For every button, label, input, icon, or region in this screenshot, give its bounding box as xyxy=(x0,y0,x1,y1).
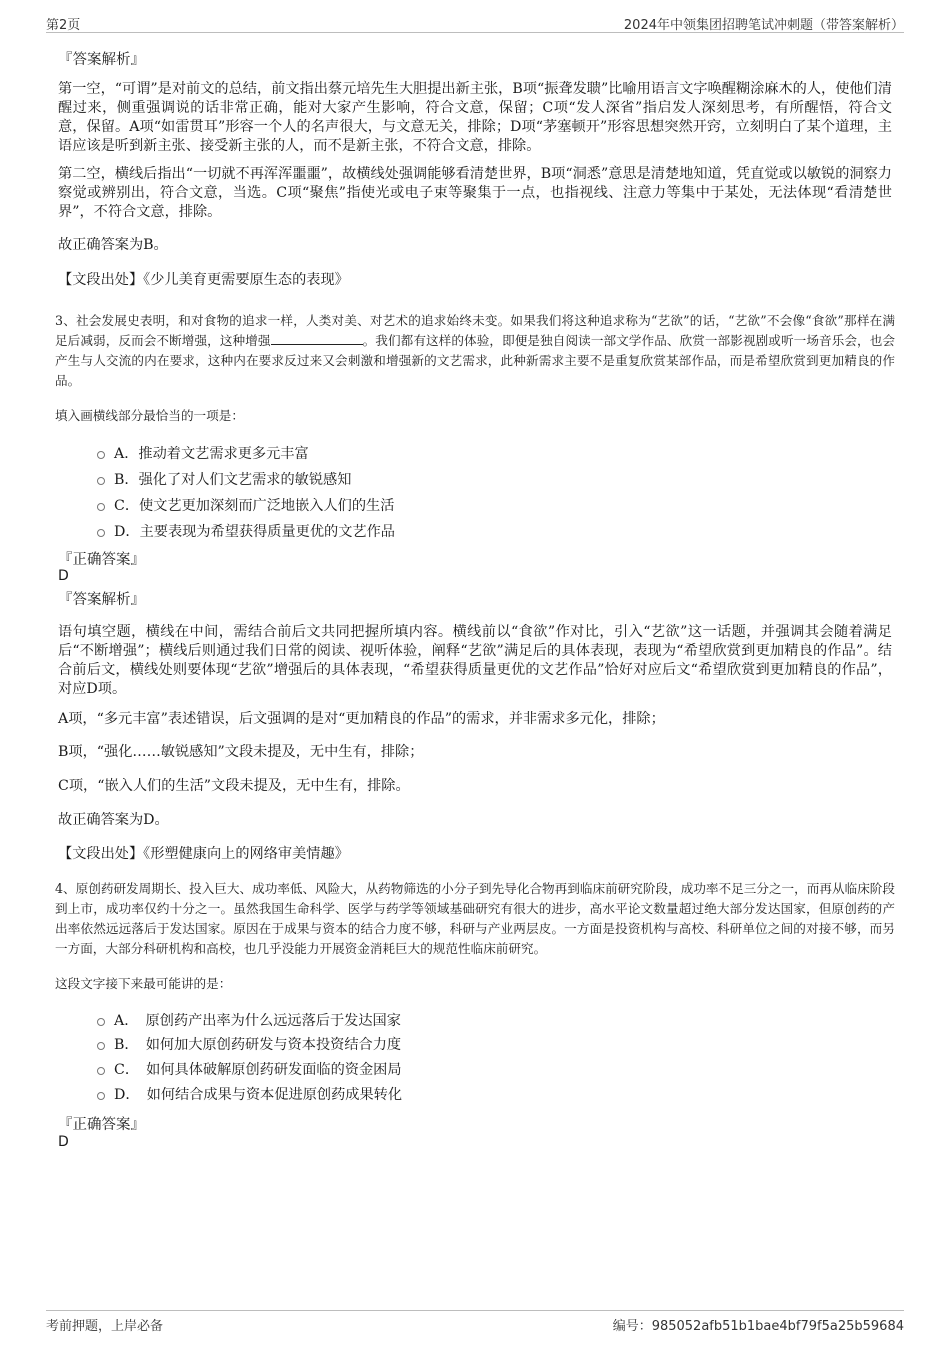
question-prompt: 这段文字接下来最可能讲的是： xyxy=(55,976,232,991)
analysis-label: 『答案解析』 xyxy=(58,52,145,68)
analysis-paragraph: 语句填空题，横线在中间，需结合前后文共同把握所填内容。横线前以“食欲”作对比，引入“艺欲”这一话题，并强调其会随着满足后“不断增强”；横线后则通过我们日常的阅读、视听体验，阐释“艺欲”满足后的具体表现，表现为“希望欣赏到更加精良的作品”。结合前后文，横线处则要体现“艺欲”增强后的具体表现，“希望获得质量更优的文艺作品”恰好对应后文“希望欣赏到更加精良的作品”，对应D项。 xyxy=(58,624,892,697)
question-stem: 4、原创药研发周期长、投入巨大、成功率低、风险大，从药物筛选的小分子到先导化合物再到临床前研究阶段，成功率不足三分之一，而再从临床阶段到上市，成功率仅约十分之一。虽然我国生命科学、医学与药学等领域基础研究有很大的进步，高水平论文数量超过绝大部分发达国家，但原创药的产出率依然远远落后于发达国家。原因在于成果与资本的结合力度不够，科研与产业两层皮。一方面是投资机构与高校、科研单位之间的对接不够，而另一方面，大部分科研机构和高校，也几乎没能力开展资金消耗巨大的规范性临床前研究。 xyxy=(55,881,895,956)
correct-answer: D xyxy=(58,568,69,584)
radio-icon[interactable] xyxy=(97,1042,105,1050)
conclusion: 故正确答案为B。 xyxy=(58,237,168,253)
radio-icon[interactable] xyxy=(97,451,105,459)
page-header xyxy=(46,12,904,33)
footer-slogan: 考前押题，上岸必备 xyxy=(46,1319,164,1334)
document-id: 编号：985052afb51b1bae4bf79f5a25b59684 xyxy=(612,1319,904,1334)
correct-answer-label: 『正确答案』 xyxy=(58,552,145,568)
radio-icon[interactable] xyxy=(97,503,105,511)
source-citation: 【文段出处】《少儿美育更需要原生态的表现》 xyxy=(58,272,349,288)
question-stem: 3、社会发展史表明，和对食物的追求一样，人类对美、对艺术的追求始终未变。如果我们将这种追求称为“艺欲”的话，“艺欲”不会像“食欲”那样在满足后减弱，反而会不断增强，这种增强 。我们都有这样的体验，即便是独自阅读一部文学作品、欣赏一部影视剧或听一场音乐会，也会产生与人交流的内在要求，这种内在要求反过来又会刺激和增强新的文艺需求，此种新需求主要不是重复欣赏某部作品，而是希望欣赏到更加精良的作品。 xyxy=(55,313,896,388)
document-title: 2024年中领集团招聘笔试冲刺题（带答案解析） xyxy=(623,18,904,33)
radio-icon[interactable] xyxy=(97,1018,105,1026)
analysis-label: 『答案解析』 xyxy=(58,592,145,608)
correct-answer: D xyxy=(58,1134,69,1150)
radio-icon[interactable] xyxy=(97,529,105,537)
fill-blank xyxy=(271,332,363,345)
analysis-paragraph: 第二空，横线后指出“一切就不再浑浑噩噩”，故横线处强调能够看清楚世界，B项“洞悉”意思是清楚地知道，凭直觉或以敏锐的洞察力察觉或辨别出，符合文意，当选。C项“聚焦”指使光或电子束等聚集于一点，也指视线、注意力等集中于某处，无法体现“看清楚世界”，不符合文意，排除。 xyxy=(58,166,892,220)
option-d[interactable]: D．主要表现为希望获得质量更优的文艺作品 xyxy=(97,521,395,541)
option-d[interactable]: D． 如何结合成果与资本促进原创药成果转化 xyxy=(97,1084,402,1104)
analysis-paragraph: 第一空，“可谓”是对前文的总结，前文指出蔡元培先生大胆提出新主张，B项“振聋发聩”比喻用语言文字唤醒糊涂麻木的人，使他们清醒过来，侧重强调说的话非常正确，能对大家产生影响，符合文意，保留；C项“发人深省”指启发人深刻思考，有所醒悟，符合文意，保留。A项“如雷贯耳”形容一个人的名声很大，与文意无关，排除；D项“茅塞顿开”形容思想突然开窍，立刻明白了某个道理，主语应该是听到新主张、接受新主张的人，而不是新主张，不符合文意，排除。 xyxy=(58,81,892,154)
source-citation: 【文段出处】《形塑健康向上的网络审美情趣》 xyxy=(58,846,349,862)
question-prompt: 填入画横线部分最恰当的一项是： xyxy=(55,408,244,423)
option-c[interactable]: C． 如何具体破解原创药研发面临的资金困局 xyxy=(97,1059,402,1079)
option-c-analysis: C项，“嵌入人们的生活”文段未提及，无中生有，排除。 xyxy=(58,778,410,794)
option-c[interactable]: C．使文艺更加深刻而广泛地嵌入人们的生活 xyxy=(97,495,394,515)
radio-icon[interactable] xyxy=(97,1067,105,1075)
page-number: 第2页 xyxy=(46,18,81,33)
option-a[interactable]: A． 原创药产出率为什么远远落后于发达国家 xyxy=(97,1010,401,1030)
page-footer xyxy=(46,1310,904,1333)
option-a[interactable]: A．推动着文艺需求更多元丰富 xyxy=(97,443,309,463)
radio-icon[interactable] xyxy=(97,1092,105,1100)
radio-icon[interactable] xyxy=(97,477,105,485)
conclusion: 故正确答案为D。 xyxy=(58,812,169,828)
option-b[interactable]: B．强化了对人们文艺需求的敏锐感知 xyxy=(97,469,351,489)
option-b[interactable]: B． 如何加大原创药研发与资本投资结合力度 xyxy=(97,1034,401,1054)
option-b-analysis: B项，“强化……敏锐感知”文段未提及，无中生有，排除； xyxy=(58,744,424,760)
correct-answer-label: 『正确答案』 xyxy=(58,1117,145,1133)
option-a-analysis: A项，“多元丰富”表述错误，后文强调的是对“更加精良的作品”的需求，并非需求多元化，排除； xyxy=(58,711,665,727)
